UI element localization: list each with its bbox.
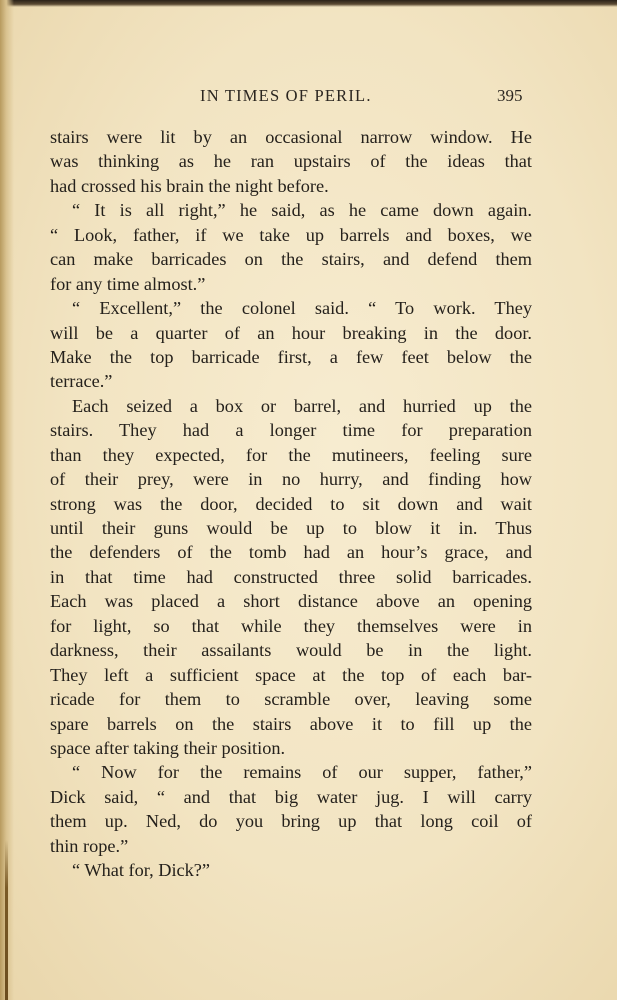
text-line: will be a quarter of an hour breaking in the door.: [50, 322, 532, 343]
text-line: darkness, their assailants would be in the light.: [50, 640, 532, 661]
text-line: strong was the door, decided to sit down and wait: [50, 493, 532, 514]
text-line: until their guns would be up to blow it in. Thus: [50, 518, 532, 538]
text-line: thin rope.”: [50, 835, 129, 856]
text-line: “ What for, Dick?”: [72, 860, 211, 881]
text-line: of their prey, were in no hurry, and finding how: [50, 469, 532, 490]
text-line: Each seized a box or barrel, and hurried up the: [72, 395, 532, 416]
text-line: for any time almost.”: [50, 273, 206, 294]
text-line: stairs. They had a longer time for preparation: [50, 420, 532, 441]
binding-edge: [5, 840, 8, 1000]
text-line: the defenders of the tomb had an hour’s grace, and: [50, 542, 532, 563]
text-line: them up. Ned, do you bring up that long coil of: [50, 811, 532, 832]
text-line: can make barricades on the stairs, and defend them: [50, 249, 532, 270]
text-line: Dick said, “ and that big water jug. I will carry: [50, 786, 532, 807]
text-line: stairs were lit by an occasional narrow window. He: [50, 127, 532, 147]
text-line: than they expected, for the mutineers, feeling sure: [50, 444, 532, 465]
page-header: [0, 86, 617, 110]
page-top-edge: [0, 0, 617, 7]
text-line: “ Excellent,” the colonel said. “ To work. They: [72, 298, 532, 319]
text-line: They left a sufficient space at the top of each bar-: [50, 664, 532, 685]
text-line: was thinking as he ran upstairs of the ideas that: [50, 151, 532, 172]
text-line: Each was placed a short distance above an opening: [50, 591, 532, 612]
text-line: in that time had constructed three solid barricades.: [50, 566, 532, 587]
body-text: [50, 125, 532, 883]
text-line: “ Now for the remains of our supper, father,”: [72, 762, 532, 783]
text-line: ricade for them to scramble over, leaving some: [50, 689, 532, 710]
text-line: had crossed his brain the night before.: [50, 175, 329, 196]
text-line: Make the top barricade first, a few feet below the: [50, 346, 532, 367]
page-number: 395: [497, 86, 523, 105]
text-line: space after taking their position.: [50, 737, 286, 758]
text-line: “ Look, father, if we take up barrels and boxes, we: [50, 224, 532, 245]
text-line: for light, so that while they themselves were in: [50, 615, 532, 636]
text-line: “ It is all right,” he said, as he came down again.: [72, 200, 532, 221]
text-line: spare barrels on the stairs above it to fill up the: [50, 713, 532, 734]
text-line: terrace.”: [50, 371, 113, 392]
running-head: IN TIMES OF PERIL.: [200, 86, 372, 105]
